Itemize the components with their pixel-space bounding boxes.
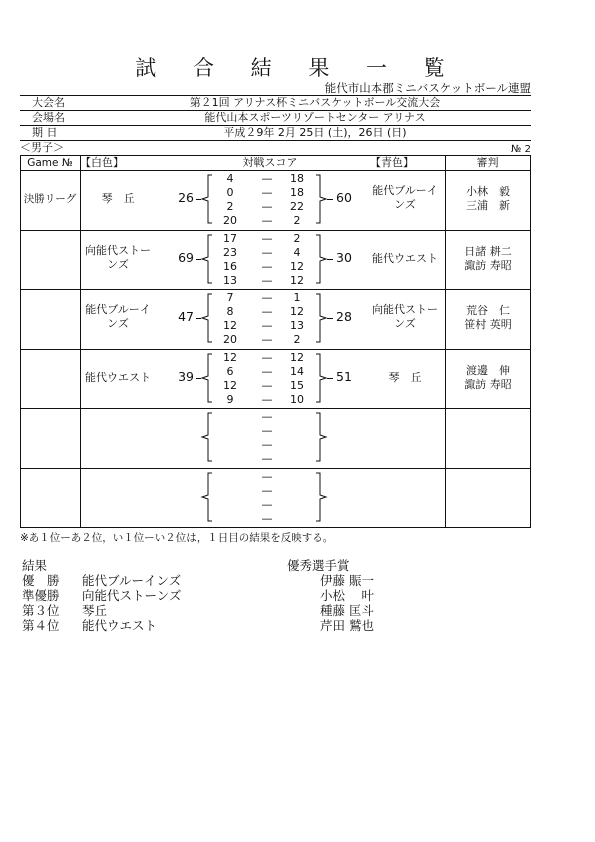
award-title: 優秀選手賞	[287, 558, 350, 573]
right-brace	[314, 292, 328, 344]
right-brace	[314, 471, 328, 523]
right-brace	[314, 173, 328, 225]
period-score-a: 2	[226, 200, 234, 213]
team-a-total: 47	[178, 309, 194, 324]
right-brace-wrap	[314, 471, 328, 527]
left-brace-wrap	[200, 233, 214, 289]
period-dash: —	[261, 438, 273, 451]
period-score-a: 12	[223, 319, 237, 332]
period-score-a: 12	[223, 350, 237, 364]
row-divider	[20, 230, 530, 231]
result-rank: 準優勝	[22, 588, 60, 603]
team-b-connector	[327, 199, 333, 200]
info-label-date: 期 日	[32, 126, 58, 139]
period-dash: —	[261, 231, 273, 245]
period-score-a: 9	[226, 392, 234, 406]
period-dash: —	[261, 469, 273, 483]
period-dash: —	[261, 305, 273, 318]
referee-name: 諏訪 寿昭	[464, 258, 512, 272]
period-dash: —	[261, 291, 273, 304]
period-dash: —	[261, 364, 273, 378]
right-brace-wrap	[314, 411, 328, 467]
team-a-name: 能代ブルーイ ンズ	[85, 303, 151, 330]
referee-name: 諏訪 寿昭	[464, 377, 512, 391]
team-b-total: 60	[336, 190, 352, 205]
team-b-total: 51	[336, 368, 352, 384]
period-score-b: 2	[293, 231, 301, 245]
period-dash: —	[261, 378, 273, 392]
organizer: 能代市山本郡ミニバスケットボール連盟	[324, 81, 531, 95]
left-brace-wrap	[200, 471, 214, 527]
period-dash: —	[261, 410, 273, 423]
team-b-name: 琴 丘	[388, 370, 422, 384]
period-score-a: 20	[223, 214, 237, 227]
result-row	[22, 588, 242, 603]
period-dash: —	[261, 319, 273, 332]
row-divider	[20, 349, 530, 350]
info-label-tournament: 大会名	[32, 96, 65, 109]
period-score-a: 7	[226, 291, 234, 304]
result-team: 能代ブルーインズ	[82, 573, 182, 588]
team-b-name: 能代ウエスト	[372, 251, 438, 265]
period-dash: —	[261, 333, 273, 346]
period-score-b: 15	[290, 378, 304, 392]
division-label: ＜男子＞	[20, 141, 64, 154]
period-score-b: 12	[290, 259, 304, 273]
period-dash: —	[261, 483, 273, 497]
period-score-b: 10	[290, 392, 304, 406]
info-label-venue: 会場名	[32, 111, 65, 124]
team-a-total: 39	[178, 368, 194, 384]
team-b-connector	[327, 318, 333, 319]
team-b-total: 28	[336, 309, 352, 324]
team-b-connector	[327, 378, 333, 379]
page-number: № 2	[511, 144, 531, 155]
left-brace	[200, 233, 214, 285]
team-b-name: 向能代ストー ンズ	[372, 303, 438, 330]
period-dash: —	[261, 245, 273, 259]
award-player: 伊藤 賑一	[320, 573, 374, 588]
period-dash: —	[261, 200, 273, 213]
header-white: 【白色】	[80, 156, 124, 169]
right-brace	[314, 411, 328, 463]
header-referee: 審判	[476, 156, 499, 169]
results-list	[22, 573, 242, 633]
period-dash: —	[261, 259, 273, 273]
results-table	[20, 155, 530, 528]
left-brace-wrap	[200, 292, 214, 348]
header-game: Game №	[27, 157, 73, 169]
result-rank: 第３位	[22, 603, 60, 618]
award-list	[320, 573, 440, 633]
period-dash: —	[261, 350, 273, 364]
period-dash: —	[261, 273, 273, 287]
period-dash: —	[261, 392, 273, 406]
result-rank: 第４位	[22, 618, 60, 633]
period-score-b: 12	[290, 273, 304, 287]
right-brace-wrap	[314, 233, 328, 289]
period-dash: —	[261, 186, 273, 199]
right-brace	[314, 233, 328, 285]
period-score-a: 12	[223, 378, 237, 392]
referee-name: 日諸 耕二	[464, 244, 512, 258]
right-brace-wrap	[314, 173, 328, 229]
left-brace	[200, 292, 214, 344]
team-a-name: 能代ウエスト	[85, 370, 151, 384]
header-score: 対戦スコア	[242, 156, 298, 169]
award-player: 種藤 匡斗	[320, 603, 374, 618]
left-brace-wrap	[200, 352, 214, 408]
period-score-a: 13	[223, 273, 237, 287]
period-score-b: 22	[290, 200, 304, 213]
period-dash: —	[261, 424, 273, 437]
result-row	[22, 618, 242, 633]
period-score-b: 18	[290, 186, 304, 199]
left-brace	[200, 352, 214, 404]
result-row	[22, 603, 242, 618]
footnote: ※あ１位ーあ２位，い１位ーい２位は，１日目の結果を反映する。	[20, 532, 334, 544]
team-a-name: 向能代ストー ンズ	[85, 243, 151, 271]
left-brace-wrap	[200, 411, 214, 467]
left-brace	[200, 173, 214, 225]
period-score-b: 12	[290, 305, 304, 318]
left-brace	[200, 471, 214, 523]
period-dash: —	[261, 497, 273, 511]
team-a-total: 69	[178, 249, 194, 265]
header-blue: 【青色】	[370, 156, 414, 169]
team-b-connector	[327, 259, 333, 260]
result-team: 能代ウエスト	[82, 618, 158, 633]
period-score-a: 4	[226, 172, 234, 185]
referee-name: 三浦 新	[466, 199, 510, 212]
period-score-b: 2	[293, 333, 301, 346]
period-score-b: 14	[290, 364, 304, 378]
award-player: 小松 叶	[320, 588, 374, 603]
period-score-b: 18	[290, 172, 304, 185]
team-a-name: 琴 丘	[101, 192, 135, 205]
team-a-total: 26	[178, 190, 194, 205]
info-line-3	[20, 140, 531, 141]
period-dash: —	[261, 214, 273, 227]
period-score-a: 6	[226, 364, 234, 378]
left-brace-wrap	[200, 173, 214, 229]
referee-name: 小林 毅	[466, 185, 510, 198]
referee-name: 荒谷 仁	[466, 304, 510, 317]
result-rank: 優 勝	[22, 573, 60, 588]
period-score-a: 23	[223, 245, 237, 259]
referee-name: 笹村 英明	[464, 318, 512, 331]
period-score-a: 16	[223, 259, 237, 273]
referee-name: 渡邊 伸	[466, 363, 510, 377]
info-value-tournament: 第２1回 アリナス杯ミニバスケットボール交流大会	[189, 96, 441, 109]
row-divider	[20, 289, 530, 290]
period-score-a: 0	[226, 186, 234, 199]
award-player: 芹田 鷲也	[320, 618, 374, 633]
period-score-a: 20	[223, 333, 237, 346]
team-b-name: 能代ブルーイ ンズ	[372, 184, 438, 211]
period-dash: —	[261, 452, 273, 465]
right-brace-wrap	[314, 292, 328, 348]
period-dash: —	[261, 511, 273, 525]
period-score-b: 4	[293, 245, 301, 259]
period-score-b: 13	[290, 319, 304, 332]
team-b-total: 30	[336, 249, 352, 265]
game-label: 決勝リーグ	[23, 193, 77, 205]
result-team: 琴丘	[82, 603, 108, 618]
right-brace	[314, 352, 328, 404]
period-score-a: 8	[226, 305, 234, 318]
period-score-b: 1	[293, 291, 301, 304]
info-value-venue: 能代山本スポーツリゾートセンター アリナス	[204, 111, 426, 124]
left-brace	[200, 411, 214, 463]
result-team: 向能代ストーンズ	[82, 588, 182, 603]
results-title: 結果	[22, 558, 48, 573]
period-dash: —	[261, 172, 273, 185]
row-divider	[20, 468, 530, 469]
row-divider	[20, 408, 530, 409]
period-score-a: 17	[223, 231, 237, 245]
info-value-date: 平成２9年 2月 25日 (土)，26日 (日)	[223, 126, 407, 139]
right-brace-wrap	[314, 352, 328, 408]
period-score-b: 12	[290, 350, 304, 364]
page-title: 試 合 結 果 一 覧	[135, 56, 460, 80]
result-row	[22, 573, 242, 588]
period-score-b: 2	[293, 214, 301, 227]
